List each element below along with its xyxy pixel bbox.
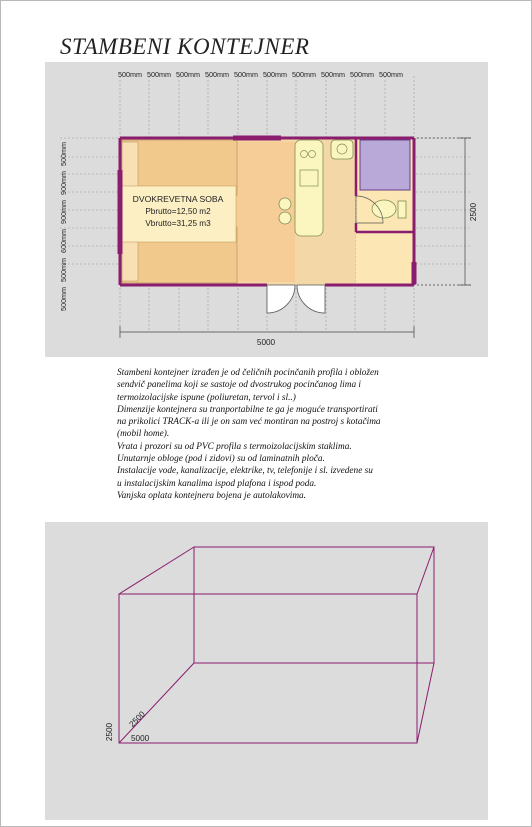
description-line: u instalacijskim kanalima ispod plafona i ispod poda. — [117, 478, 317, 489]
box-height-label: 2500 — [105, 722, 114, 742]
box-drawing — [45, 522, 488, 820]
top-dimension-labels — [118, 70, 403, 79]
top-dim: 500mm — [118, 70, 142, 79]
description-line: Unutarnje obloge (pod i zidovi) su od laminatnih ploča. — [117, 454, 325, 465]
room-name: DVOKREVETNA SOBA — [132, 194, 224, 204]
kitchen-sink — [300, 170, 318, 186]
description-line: Dimenzije kontejnera su tranportabilne te ga je moguće transportirati — [117, 404, 378, 415]
description-line: Instalacije vode, kanalizacije, elektrike, tv, telefonije i sl. izvedene su — [117, 466, 373, 477]
kitchen-counter — [295, 140, 323, 236]
left-dim: 600mm — [59, 229, 68, 253]
toilet-bowl — [372, 200, 396, 218]
box-edges — [119, 547, 434, 743]
description-line: (mobil home). — [117, 429, 170, 440]
chair-1 — [279, 198, 291, 210]
shower-tray — [360, 140, 410, 190]
left-dim: 900mm — [59, 171, 68, 195]
top-dim: 500mm — [176, 70, 200, 79]
description-line: na prikolici TRACK-a ili je on sam već montiran na postroj s kotačima — [117, 417, 381, 428]
page-title: STAMBENI KONTEJNER — [60, 34, 310, 59]
description-block — [117, 367, 422, 502]
top-dim: 500mm — [263, 70, 287, 79]
left-dim: 900mm — [59, 200, 68, 224]
top-dim: 500mm — [321, 70, 345, 79]
description-line: termoizolacijske ispune (poliuretan, tervol i sl..) — [117, 392, 296, 403]
left-dim: 500mm — [59, 142, 68, 166]
top-dim: 500mm — [292, 70, 316, 79]
description-line: Vanjska oplata kontejnera bojena je autolakovima. — [117, 490, 307, 501]
left-dim: 500mm — [59, 287, 68, 311]
chair-2 — [279, 212, 291, 224]
top-dim: 500mm — [147, 70, 171, 79]
height-label: 2500 — [469, 202, 478, 222]
top-dim: 500mm — [205, 70, 229, 79]
left-dim: 500mm — [59, 258, 68, 282]
v-brutto: Vbrutto=31,25 m3 — [145, 219, 211, 228]
description-line: Stambeni kontejner izrađen je od čeličnih pocinčanih profila i obložen — [117, 368, 379, 378]
box-view-panel — [45, 522, 488, 820]
p-brutto: Pbrutto=12,50 m2 — [145, 207, 211, 216]
box-depth-label: 2500 — [127, 709, 147, 729]
floor-plan-drawing — [45, 62, 488, 357]
washbasin — [331, 140, 353, 159]
toilet-tank — [398, 201, 406, 218]
description-line: sendvič panelima koji se sastoje od dvostrukog pocinčanog lima i — [117, 380, 362, 391]
description-line: Vrata i prozori su od PVC profila s termoizolacijskim staklima. — [117, 441, 352, 452]
top-dim: 500mm — [379, 70, 403, 79]
width-label: 5000 — [256, 338, 276, 347]
left-dimension-labels — [59, 142, 68, 311]
floor-plan-panel — [45, 62, 488, 357]
top-dim: 500mm — [234, 70, 258, 79]
top-dim: 500mm — [350, 70, 374, 79]
box-length-label: 5000 — [131, 734, 150, 743]
